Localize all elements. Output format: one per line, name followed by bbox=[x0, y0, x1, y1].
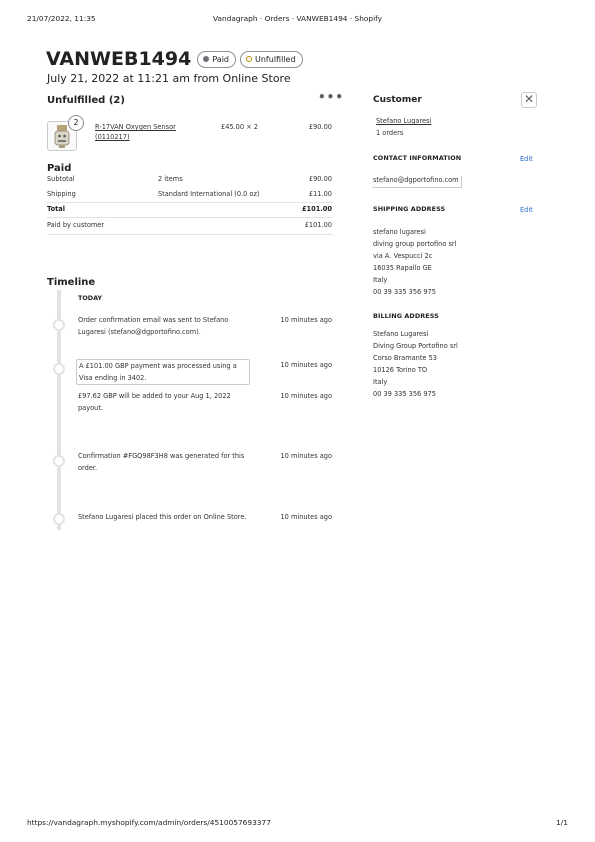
timeline-event-text: Stefano Lugaresi placed this order on Online Store. bbox=[78, 513, 247, 521]
paid-divider bbox=[47, 217, 333, 218]
timeline-title: Timeline bbox=[47, 277, 96, 288]
paid-row-value: £101.00 bbox=[304, 221, 332, 229]
unfulfilled-title: Unfulfilled (2) bbox=[47, 95, 125, 106]
paid-row-value: £90.00 bbox=[308, 175, 332, 183]
timeline-event-time: 10 minutes ago bbox=[280, 392, 332, 400]
timeline-event-dot-icon bbox=[53, 363, 65, 375]
edit-contact-link[interactable]: Edit bbox=[520, 155, 533, 163]
paid-row-value: £11.00 bbox=[308, 190, 332, 198]
timeline-event-time: 10 minutes ago bbox=[280, 513, 332, 521]
billing-address-line: Diving Group Portofino srl bbox=[373, 342, 458, 350]
shipping-address-line: stefano lugaresi bbox=[373, 228, 426, 236]
timeline-event-text: £97.62 GBP will be added to your Aug 1, 2022 payout. bbox=[78, 392, 231, 412]
paid-divider bbox=[47, 234, 333, 235]
customer-email[interactable]: stefano@dgportofino.com bbox=[372, 176, 462, 188]
billing-address-line: Corso Bramante 53 bbox=[373, 354, 437, 362]
print-page-number: 1/1 bbox=[556, 818, 568, 827]
shipping-address bbox=[373, 226, 456, 298]
product-name[interactable]: R-17VAN Oxygen Sensor bbox=[95, 123, 176, 131]
paid-badge-label: Paid bbox=[212, 54, 229, 64]
paid-dot-icon bbox=[203, 56, 209, 62]
timeline-event-text: Order confirmation email was sent to Stefano Lugaresi (stefano@dgportofino.com). bbox=[78, 316, 229, 336]
billing-address-title: BILLING ADDRESS bbox=[373, 312, 439, 320]
timeline-event-payment-expandable[interactable]: A £101.00 GBP payment was processed using a Visa ending in 3402. bbox=[76, 359, 250, 385]
timeline-event-time: 10 minutes ago bbox=[280, 316, 332, 324]
item-total: £90.00 bbox=[308, 123, 332, 131]
paid-row-label: Paid by customer bbox=[47, 221, 105, 229]
timeline-day-heading: TODAY bbox=[78, 294, 103, 302]
paid-row-detail: Standard International (0.0 oz) bbox=[158, 190, 260, 198]
paid-row-label: Shipping bbox=[47, 190, 76, 198]
order-number: VANWEB1494 bbox=[46, 48, 192, 70]
product-link[interactable] bbox=[95, 123, 205, 143]
paid-row-label: Subtotal bbox=[47, 175, 75, 183]
timeline-event-dot-icon bbox=[53, 319, 65, 331]
billing-address-line: Stefano Lugaresi bbox=[373, 330, 429, 338]
paid-badge bbox=[197, 51, 236, 68]
unfulfilled-badge-label: Unfulfilled bbox=[255, 54, 296, 64]
order-subtitle: July 21, 2022 at 11:21 am from Online Store bbox=[47, 72, 291, 85]
billing-address-line: 00 39 335 356 975 bbox=[373, 390, 436, 398]
print-page-title: Vandagraph · Orders · VANWEB1494 · Shopify bbox=[212, 14, 383, 23]
billing-address bbox=[373, 328, 458, 400]
paid-row-label: Total bbox=[47, 205, 66, 213]
timeline-event-time: 10 minutes ago bbox=[280, 361, 332, 369]
timeline-event-text: Confirmation #FGQ98F3H8 was generated for this order. bbox=[78, 452, 245, 472]
shipping-address-line: Italy bbox=[373, 276, 388, 284]
close-icon[interactable]: ✕ bbox=[521, 92, 537, 108]
product-sku[interactable]: (0110217) bbox=[95, 132, 130, 141]
customer-order-count: 1 orders bbox=[376, 129, 404, 137]
shipping-address-line: diving group portofino srl bbox=[373, 240, 457, 248]
timeline-event-dot-icon bbox=[53, 513, 65, 525]
timeline-event-time: 10 minutes ago bbox=[280, 452, 332, 460]
unfulfilled-badge bbox=[240, 51, 303, 68]
unfulfilled-dot-icon bbox=[246, 56, 252, 62]
edit-shipping-link[interactable]: Edit bbox=[520, 206, 533, 214]
more-actions-ellipsis-icon[interactable]: ••• bbox=[318, 90, 345, 104]
paid-row-detail: 2 items bbox=[158, 175, 183, 183]
item-price-qty: £45.00 × 2 bbox=[221, 123, 258, 131]
customer-name-link[interactable]: Stefano Lugaresi bbox=[376, 117, 432, 125]
shipping-address-title: SHIPPING ADDRESS bbox=[373, 205, 446, 213]
shipping-address-line: 16035 Rapallo GE bbox=[373, 264, 432, 272]
contact-info-title: CONTACT INFORMATION bbox=[373, 154, 462, 162]
print-datetime: 21/07/2022, 11:35 bbox=[27, 14, 96, 23]
shipping-address-line: via A. Vespucci 2c bbox=[373, 252, 433, 260]
print-url: https://vandagraph.myshopify.com/admin/orders/4510057693377 bbox=[27, 818, 271, 827]
shipping-address-line: 00 39 335 356 975 bbox=[373, 288, 436, 296]
paid-title: Paid bbox=[47, 163, 72, 174]
item-quantity-badge: 2 bbox=[68, 115, 84, 131]
paid-row-value: £101.00 bbox=[301, 205, 332, 213]
billing-address-line: Italy bbox=[373, 378, 388, 386]
paid-divider bbox=[47, 202, 333, 203]
billing-address-line: 10126 Torino TO bbox=[373, 366, 428, 374]
timeline-event-dot-icon bbox=[53, 455, 65, 467]
customer-title: Customer bbox=[373, 95, 422, 105]
order-header bbox=[46, 48, 303, 70]
